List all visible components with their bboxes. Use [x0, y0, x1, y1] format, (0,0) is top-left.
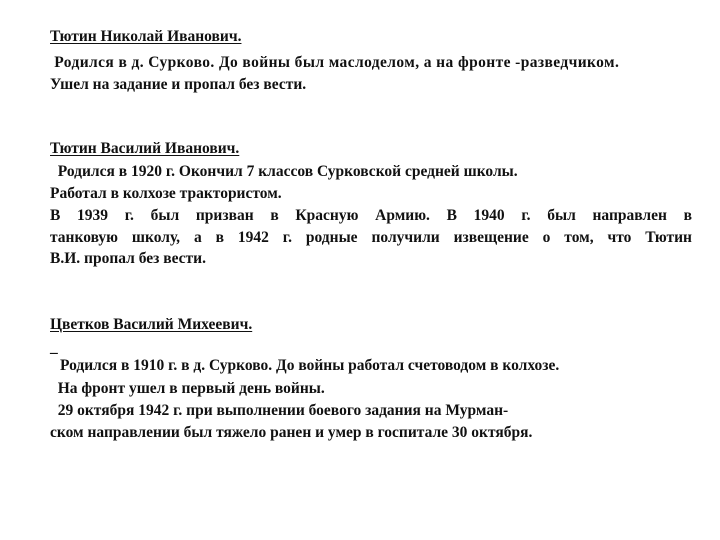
entry-2-line-2: Работал в колхозе трактористом. — [50, 185, 282, 202]
entry-2-line-4: танковую школу, а в 1942 г. родные получили извещение о том, что Тютин — [50, 229, 692, 246]
entry-2-line-3: В 1939 г. был призван в Красную Армию. В 1940 г. был направлен в — [50, 207, 692, 224]
entry-3-line-1: Родился в 1910 г. в д. Сурково. До войны работал счетоводом в колхозе. — [60, 357, 560, 374]
entry-3-line-3: 29 октября 1942 г. при выполнении боевого задания на Мурман- — [50, 402, 509, 419]
entry-2-line-5: В.И. пропал без вести. — [50, 250, 206, 267]
entry-3-name: Цветков Василий Михеевич. — [50, 316, 253, 333]
entry-1-line-2: Ушел на задание и пропал без вести. — [50, 76, 307, 93]
entry-2-name: Тютин Василий Иванович. — [50, 140, 240, 157]
entry-3-line-4: ском направлении был тяжело ранен и умер в госпитале 30 октября. — [50, 424, 533, 441]
entry-2-line-1: Родился в 1920 г. Окончил 7 классов Сурковской средней школы. — [50, 163, 518, 180]
entry-1-name: Тютин Николай Иванович. — [50, 28, 242, 45]
entry-3-marker: _ — [50, 339, 58, 356]
entry-1-line-1: Родился в д. Сурково. До войны был маслоделом, а на фронте -разведчиком. — [50, 54, 620, 71]
entry-3-line-2: На фронт ушел в первый день войны. — [50, 380, 325, 397]
